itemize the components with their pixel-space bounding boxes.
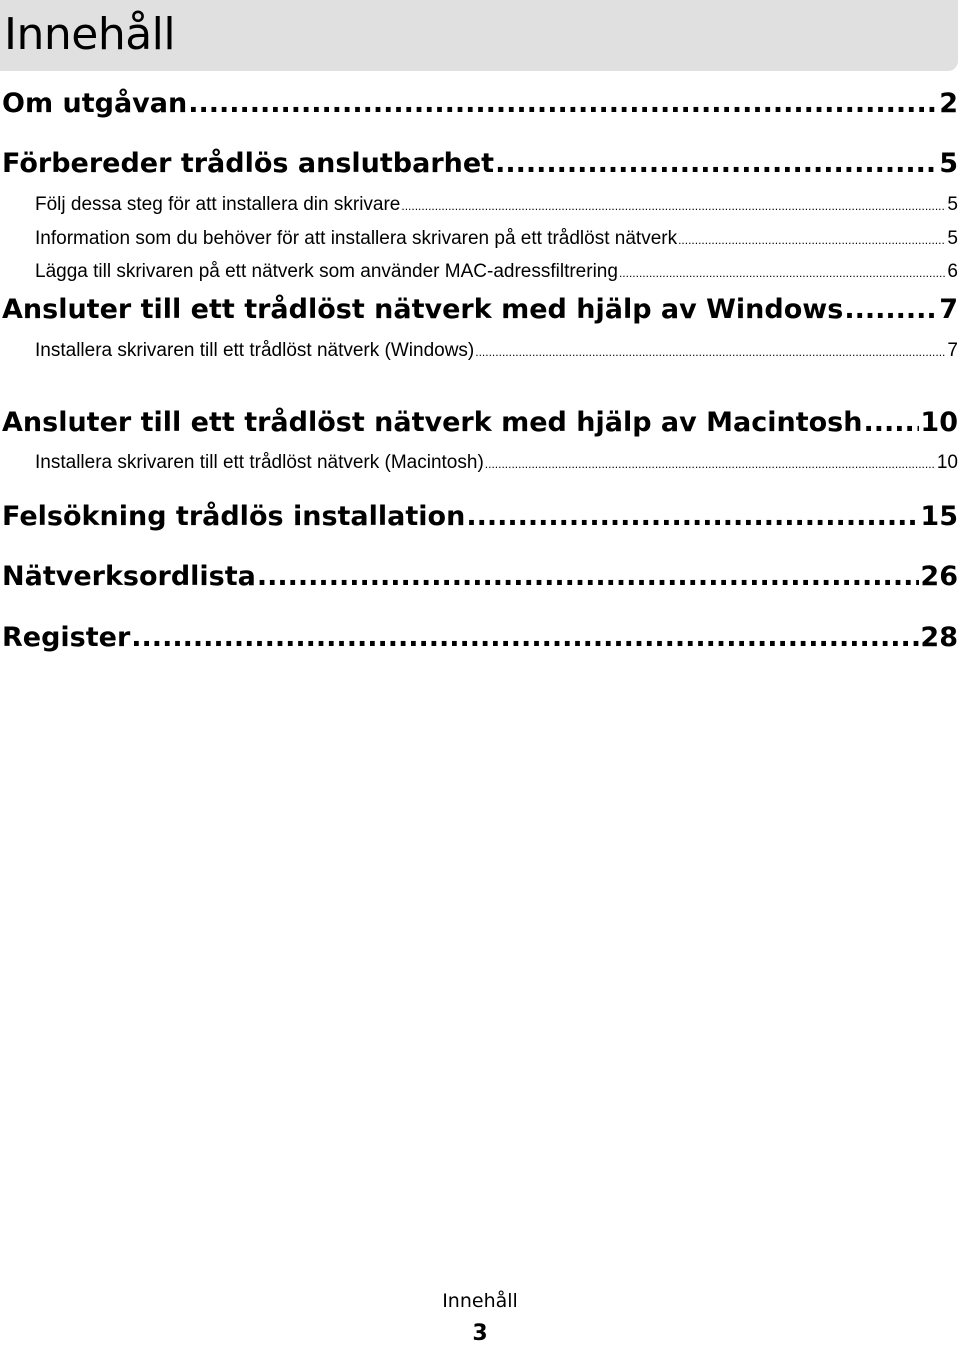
toc-entry-macintosh[interactable] — [2, 403, 958, 443]
toc-entry-text: Ansluter till ett trådlöst nätverk med hjälp av Macintosh — [2, 407, 863, 438]
page-title: Innehåll — [4, 9, 176, 60]
toc-entry-page: 28 — [920, 622, 958, 653]
toc-entry-page: 6 — [947, 261, 958, 282]
toc-entry-page: 2 — [939, 88, 958, 119]
toc-leader-dots — [466, 497, 919, 537]
toc-subentry-folj-dessa-steg[interactable] — [35, 192, 958, 218]
toc-leader-dots — [844, 290, 938, 330]
footer-section-label: Innehåll — [442, 1290, 518, 1312]
toc-subentry-installera-windows[interactable] — [35, 338, 958, 364]
toc-leader-dots — [188, 84, 938, 124]
toc-entry-text: Följ dessa steg för att installera din skrivare — [35, 194, 401, 215]
toc-entry-page: 15 — [920, 501, 958, 532]
toc-entry-page: 10 — [936, 452, 958, 473]
toc-entry-forbereder-tradlos[interactable] — [2, 144, 958, 184]
toc-entry-page: 5 — [947, 228, 958, 249]
toc-entry-text: Installera skrivaren till ett trådlöst nätverk (Windows) — [35, 340, 475, 361]
toc-entry-text: Ansluter till ett trådlöst nätverk med hjälp av Windows — [2, 294, 844, 325]
toc-leader-dots — [131, 618, 919, 658]
toc-entry-text: Information som du behöver för att installera skrivaren på ett trådlöst nätverk — [35, 228, 678, 249]
toc-entry-page: 7 — [939, 294, 958, 325]
toc-entry-felsokning[interactable] — [2, 497, 958, 537]
toc-entry-text: Förbereder trådlös anslutbarhet — [2, 148, 495, 179]
toc-entry-text: Om utgåvan — [2, 88, 188, 119]
toc-subentry-installera-macintosh[interactable] — [35, 450, 958, 476]
toc-subentry-mac-filtrering[interactable] — [35, 259, 958, 285]
toc-leader-dots — [485, 451, 936, 477]
toc-leader-dots — [619, 260, 946, 286]
toc-entry-text: Felsökning trådlös installation — [2, 501, 466, 532]
toc-leader-dots — [475, 339, 946, 365]
toc-entry-text: Register — [2, 622, 131, 653]
toc-leader-dots — [863, 403, 919, 443]
toc-entry-om-utgavan[interactable] — [2, 84, 958, 124]
toc-leader-dots — [257, 557, 920, 597]
toc-leader-dots — [678, 227, 946, 253]
toc-leader-dots — [401, 193, 946, 219]
toc-leader-dots — [495, 144, 938, 184]
toc-entry-text: Lägga till skrivaren på ett nätverk som använder MAC-adressfiltrering — [35, 261, 618, 282]
toc-subentry-information[interactable] — [35, 226, 958, 252]
toc-entry-natverksordlista[interactable] — [2, 557, 958, 597]
toc-entry-text: Nätverksordlista — [2, 561, 256, 592]
toc-entry-page: 26 — [920, 561, 958, 592]
toc-entry-page: 5 — [939, 148, 958, 179]
footer-page-number: 3 — [472, 1321, 488, 1346]
toc-entry-page: 7 — [947, 340, 958, 361]
toc-entry-register[interactable] — [2, 618, 958, 658]
toc-entry-windows[interactable] — [2, 290, 958, 330]
toc-entry-text: Installera skrivaren till ett trådlöst nätverk (Macintosh) — [35, 452, 484, 473]
toc-entry-page: 10 — [920, 407, 958, 438]
title-bar — [0, 0, 958, 71]
toc-entry-page: 5 — [947, 194, 958, 215]
